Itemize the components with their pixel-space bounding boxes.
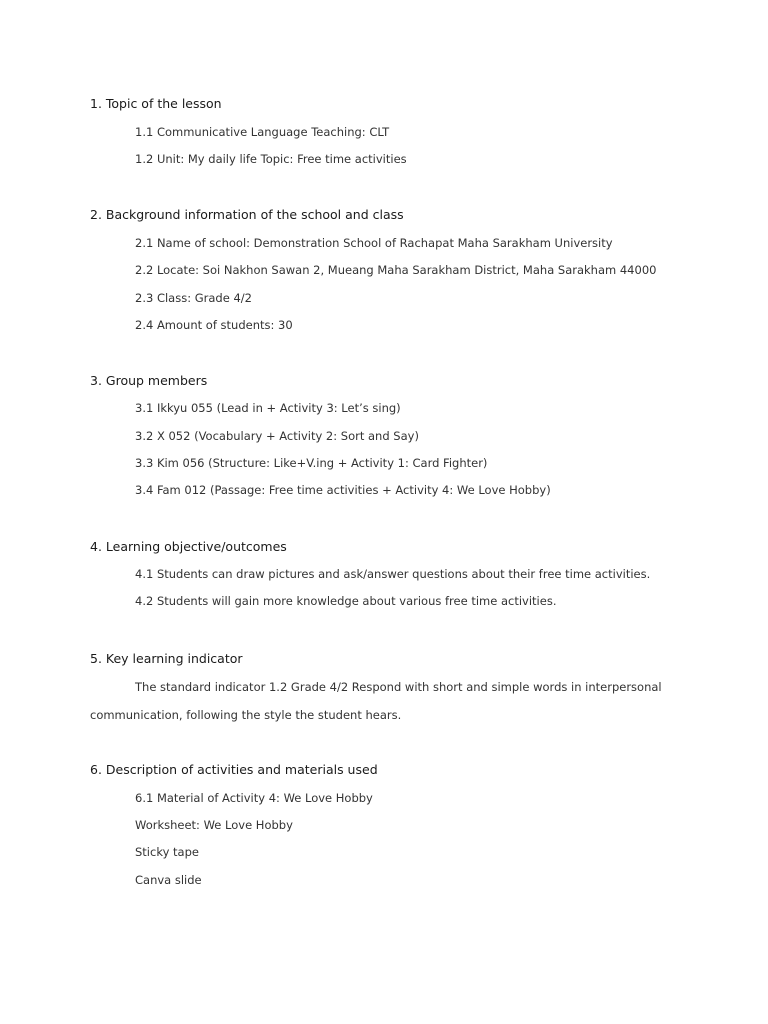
section-2-item-4: 2.4 Amount of students: 30 [135, 318, 293, 332]
section-6-heading: 6. Description of activities and materials used [90, 762, 378, 777]
section-1-heading: 1. Topic of the lesson [90, 96, 222, 111]
section-1-item-2: 1.2 Unit: My daily life Topic: Free time activities [135, 152, 407, 166]
section-6-item-2: Worksheet: We Love Hobby [135, 818, 293, 832]
section-2-item-1: 2.1 Name of school: Demonstration School of Rachapat Maha Sarakham University [135, 236, 613, 250]
section-3-item-2: 3.2 X 052 (Vocabulary + Activity 2: Sort and Say) [135, 429, 419, 443]
section-2-heading: 2. Background information of the school and class [90, 207, 404, 222]
section-5-paragraph-line-2: communication, following the style the student hears. [90, 708, 402, 722]
section-2-item-3: 2.3 Class: Grade 4/2 [135, 291, 252, 305]
section-6-item-4: Canva slide [135, 873, 202, 887]
section-3-item-1: 3.1 Ikkyu 055 (Lead in + Activity 3: Let’s sing) [135, 401, 401, 415]
section-6-item-3: Sticky tape [135, 845, 199, 859]
section-4-item-1: 4.1 Students can draw pictures and ask/answer questions about their free time activities. [135, 567, 651, 581]
section-3-heading: 3. Group members [90, 373, 208, 388]
section-5-paragraph-line-1: The standard indicator 1.2 Grade 4/2 Respond with short and simple words in interpersonal [135, 680, 662, 694]
section-2-item-2: 2.2 Locate: Soi Nakhon Sawan 2, Mueang Maha Sarakham District, Maha Sarakham 44000 [135, 263, 657, 277]
section-4-item-2: 4.2 Students will gain more knowledge about various free time activities. [135, 594, 557, 608]
section-1-item-1: 1.1 Communicative Language Teaching: CLT [135, 125, 390, 139]
section-5-heading: 5. Key learning indicator [90, 651, 243, 666]
section-3-item-4: 3.4 Fam 012 (Passage: Free time activities + Activity 4: We Love Hobby) [135, 483, 551, 497]
section-4-heading: 4. Learning objective/outcomes [90, 539, 287, 554]
section-6-item-1: 6.1 Material of Activity 4: We Love Hobby [135, 791, 373, 805]
section-3-item-3: 3.3 Kim 056 (Structure: Like+V.ing + Activity 1: Card Fighter) [135, 456, 488, 470]
